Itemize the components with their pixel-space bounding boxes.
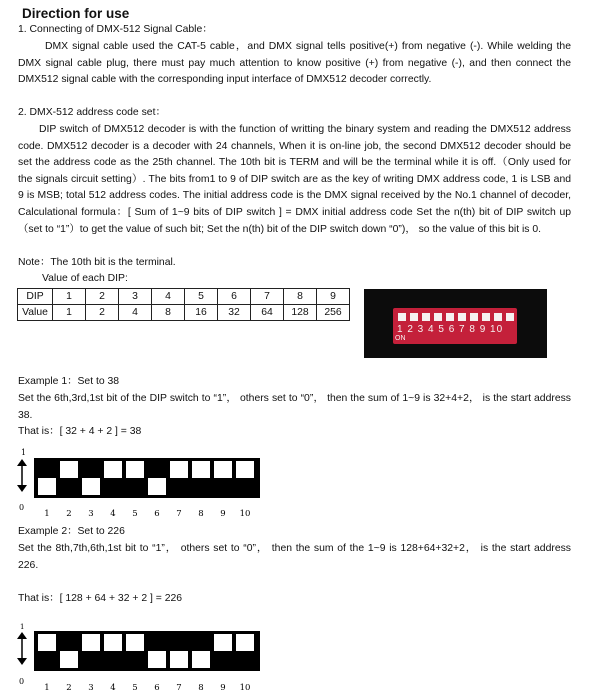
dip-switch-number: 8 [198,509,204,519]
dip-switch-knob [214,478,232,495]
section2-heading: 2. DMX-512 address code set： [18,107,166,118]
dip-switch-number: 7 [176,509,182,519]
dip-value-table [17,288,350,321]
dip-switch-number: 6 [154,683,160,693]
switch-lever [494,313,502,321]
dip-switch-number: 9 [220,683,226,693]
dip-switch-knob [104,478,122,495]
value-cell: 16 [185,305,218,321]
example2-description: Set the 8th,7th,6th,1st bit to “1”， others set to “0”， then the sum of the 1~9 is 128+64+32+2， is the start address 226. [18,543,571,571]
dip-switch-knob [192,478,210,495]
switch-numbers: 1 2 3 4 5 6 7 8 9 10 [397,324,504,335]
section1-heading: 1. Connecting of DMX-512 Signal Cable： [18,24,213,35]
on-label: ON [395,335,406,342]
dip-switch-photo [364,289,547,358]
dip-cell: 9 [317,289,350,305]
dip-cell: 7 [251,289,284,305]
dip-switch-knob [60,478,78,495]
section2-paragraph: DIP switch of DMX512 decoder is with the function of writting the binary system and reading the DMX512 address code. DMX512 decoder is a decoder with 24 channels, When it is on-line job, the second DMX512 decoder should be set the address code as the 25th channel. The 10th bit is TERM and will be the terminal while it is off.（Only used for the signals circuit setting）. The bits from1 to 9 of DIP switch are as the key of writing DMX address code, 1 is LSB and 9 is MSB; total 512 address codes. The initial address code is the DMX signal received by the No.1 channel of decoder, Calculational formula：[ Sum of 1~9 bits of DIP switch ] = DMX initial address code Set the n(th) bit of DIP switch up（set to “1”）to get the value of such bit; Set the n(th) bit of the DIP switch down “0”)， so the value of this bit is 0. [18,124,571,235]
dip-switch-number: 1 [44,509,50,519]
updown-arrow-icon [17,459,27,492]
switch-down-label: 0 [19,503,25,512]
dip-cell: 2 [86,289,119,305]
dip-row [18,289,350,305]
dip-switch-number: 6 [154,509,160,519]
dip-switch-number: 10 [239,683,251,693]
switch-lever [446,313,454,321]
switch-up-label: 1 [21,448,27,457]
dip-switch-number: 5 [132,509,138,519]
dip-switch-number: 9 [220,509,226,519]
dip-switch-knob [82,651,100,668]
dip-cell: 1 [53,289,86,305]
switch-lever [482,313,490,321]
dip-switch-knob [170,478,188,495]
value-cell: 256 [317,305,350,321]
dip-switch-knob [126,651,144,668]
dip-cell: 3 [119,289,152,305]
updown-arrow-icon [17,632,27,665]
dip-switch-number: 8 [198,683,204,693]
dip-switch-knob [236,651,254,668]
dip-switch-knob [148,634,166,651]
note-text: Note：The 10th bit is the terminal. [18,257,176,268]
switch-up-label: 1 [20,623,25,631]
dip-switch-knob [82,461,100,478]
dip-switch-number: 3 [88,509,94,519]
example1-dip-diagram [14,446,264,521]
dip-switch-knob [104,651,122,668]
switch-lever [470,313,478,321]
example2-equation: That is：[ 128 + 64 + 32 + 2 ] = 226 [18,593,183,604]
dip-switch-number: 7 [176,683,182,693]
switch-lever [434,313,442,321]
value-row [18,305,350,321]
example1-description: Set the 6th,3rd,1st bit of the DIP switch to “1”， others set to “0”， then the sum of 1~9 is 32+4+2， is the start address 38. [18,393,571,421]
value-row-label: Value [18,305,53,321]
dip-switch-number: 2 [66,683,72,693]
example1-equation: That is：[ 32 + 4 + 2 ] = 38 [18,426,142,437]
switch-lever [410,313,418,321]
value-cell: 1 [53,305,86,321]
switch-lever [398,313,406,321]
dip-switch-knob [192,634,210,651]
dip-cell: 5 [185,289,218,305]
dip-cell: 4 [152,289,185,305]
switch-lever [506,313,514,321]
dip-switch-knob [214,651,232,668]
dip-switch-number: 1 [44,683,50,693]
dip-cell: 8 [284,289,317,305]
dip-switch-number: 10 [239,509,251,519]
dip-switch-number: 4 [110,683,116,693]
table-caption: Value of each DIP: [42,273,128,284]
page-title: Direction for use [22,6,130,21]
example1-heading: Example 1：Set to 38 [18,376,120,387]
switch-lever [422,313,430,321]
dip-cell: 6 [218,289,251,305]
dip-switch-knob [170,634,188,651]
dip-switch-knob [38,461,56,478]
dip-switch-number: 3 [88,683,94,693]
dip-switch-body [393,308,517,344]
section1-paragraph: DMX signal cable used the CAT-5 cable，and DMX signal tells positive(+) from negative (-). While welding the DMX signal cable plug, there must pay much attention to know positive (+) from negative (-), and then connect the DMX512 signal cable with the corresponding input interface of DMX512 decoder correctly. [18,41,571,86]
dip-switch-number: 5 [132,683,138,693]
switch-lever [458,313,466,321]
dip-switch-knob [38,651,56,668]
value-cell: 2 [86,305,119,321]
example2-dip-diagram [14,619,264,695]
value-cell: 32 [218,305,251,321]
value-cell: 64 [251,305,284,321]
dip-switch-knob [236,478,254,495]
dip-switch-knob [126,478,144,495]
value-cell: 4 [119,305,152,321]
dip-switch-number: 2 [66,509,72,519]
dip-switch-number: 4 [110,509,116,519]
value-cell: 128 [284,305,317,321]
switch-down-label: 0 [19,677,25,686]
dip-row-label: DIP [18,289,53,305]
dip-switch-knob [60,634,78,651]
value-cell: 8 [152,305,185,321]
dip-switch-knob [148,461,166,478]
example2-heading: Example 2：Set to 226 [18,526,125,537]
